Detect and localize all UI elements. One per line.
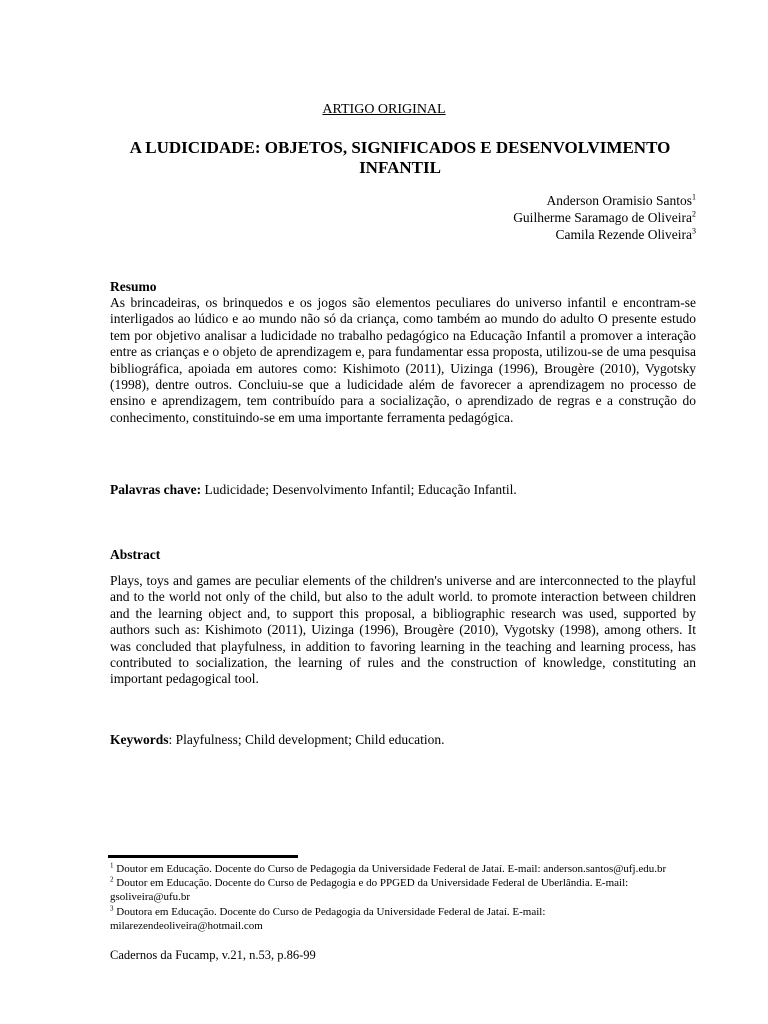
paper-title: [100, 138, 700, 178]
footnote-marker: 2: [110, 875, 114, 884]
author-name: Anderson Oramisio Santos: [546, 193, 692, 208]
author-footnote-marker: 1: [692, 192, 696, 202]
author-footnote-marker: 3: [692, 226, 696, 236]
journal-reference: Cadernos da Fucamp, v.21, n.53, p.86-99: [110, 948, 316, 962]
author-footnote-marker: 2: [692, 209, 696, 219]
footnote: [110, 876, 696, 904]
palavras-chave-text: Ludicidade; Desenvolvimento Infantil; Educação Infantil.: [201, 482, 517, 497]
abstract-heading: Abstract: [110, 547, 161, 562]
title-line-1: A LUDICIDADE: OBJETOS, SIGNIFICADOS E DESENVOLVIMENTO: [129, 138, 671, 157]
footnote-text: Doutor em Educação. Docente do Curso de Pedagogia e do PPGED da Universidade Federal de Uberlândia. E-mail: gsoliveira@ufu.br: [110, 877, 629, 904]
keywords-label: Keywords: [110, 732, 169, 747]
author: [513, 192, 696, 209]
footnote-marker: 1: [110, 861, 114, 870]
resumo-text: As brincadeiras, os brinquedos e os jogos são elementos peculiares do universo infantil e encontram-se interligados ao lúdico e ao mundo não só da criança, como também ao mundo do adulto O presente estudo tem por objetivo analisar a ludicidade no trabalho pedagógico na Educação Infantil a promover a interação entre as crianças e o objeto de aprendizagem e, para fundamentar essa proposta, utilizou-se de uma pesquisa bibliográfica, apoiada em autores como: Kishimoto (2011), Uizinga (1996), Brougère (2010), Vygotsky (1998), dentre outros. Concluiu-se que a ludicidade além de favorecer a aprendizagem no processo de ensino e aprendizagem, tem contribuído para a socialização, o aprendizado de regras e a construção do conhecimento, constituindo-se em uma importante ferramenta pedagógica.: [110, 295, 696, 425]
title-line-2: INFANTIL: [359, 158, 441, 177]
resumo-heading: Resumo: [110, 279, 157, 294]
author: [513, 209, 696, 226]
footnote-text: Doutor em Educação. Docente do Curso de Pedagogia da Universidade Federal de Jataí. E-mail: anderson.santos@ufj.edu.br: [113, 863, 667, 875]
author-name: Guilherme Saramago de Oliveira: [513, 210, 692, 225]
footnote: [110, 862, 696, 876]
author: [513, 226, 696, 243]
palavras-chave: [110, 482, 696, 498]
footnote-marker: 3: [110, 903, 114, 912]
abstract-text: Plays, toys and games are peculiar elements of the children's universe and are interconnected to the playful and to the world not only of the child, but also to the adult world. to promote interaction between children and the learning object and, to support this proposal, a bibliographic research was used, supported by authors such as: Kishimoto (2011), Uizinga (1996), Brougère (2010), Vygotsky (1998), among others. It was concluded that playfulness, in addition to favoring learning in the teaching and learning process, has contributed to socialization, the learning of rules and the construction of knowledge, constituting an important pedagogical tool.: [110, 573, 696, 687]
keywords: [110, 732, 696, 748]
author-list: [513, 192, 696, 243]
footnote-text: Doutora em Educação. Docente do Curso de Pedagogia da Universidade Federal de Jataí. E-mail: milarezendeoliveira@hotmail.com: [110, 905, 546, 932]
palavras-chave-label: Palavras chave:: [110, 482, 202, 497]
footnote-separator: [108, 855, 298, 858]
footnote: [110, 905, 696, 933]
section-label: ARTIGO ORIGINAL: [322, 102, 446, 117]
footnotes: [110, 862, 696, 933]
keywords-text: : Playfulness; Child development; Child education.: [168, 732, 445, 747]
author-name: Camila Rezende Oliveira: [555, 227, 692, 242]
